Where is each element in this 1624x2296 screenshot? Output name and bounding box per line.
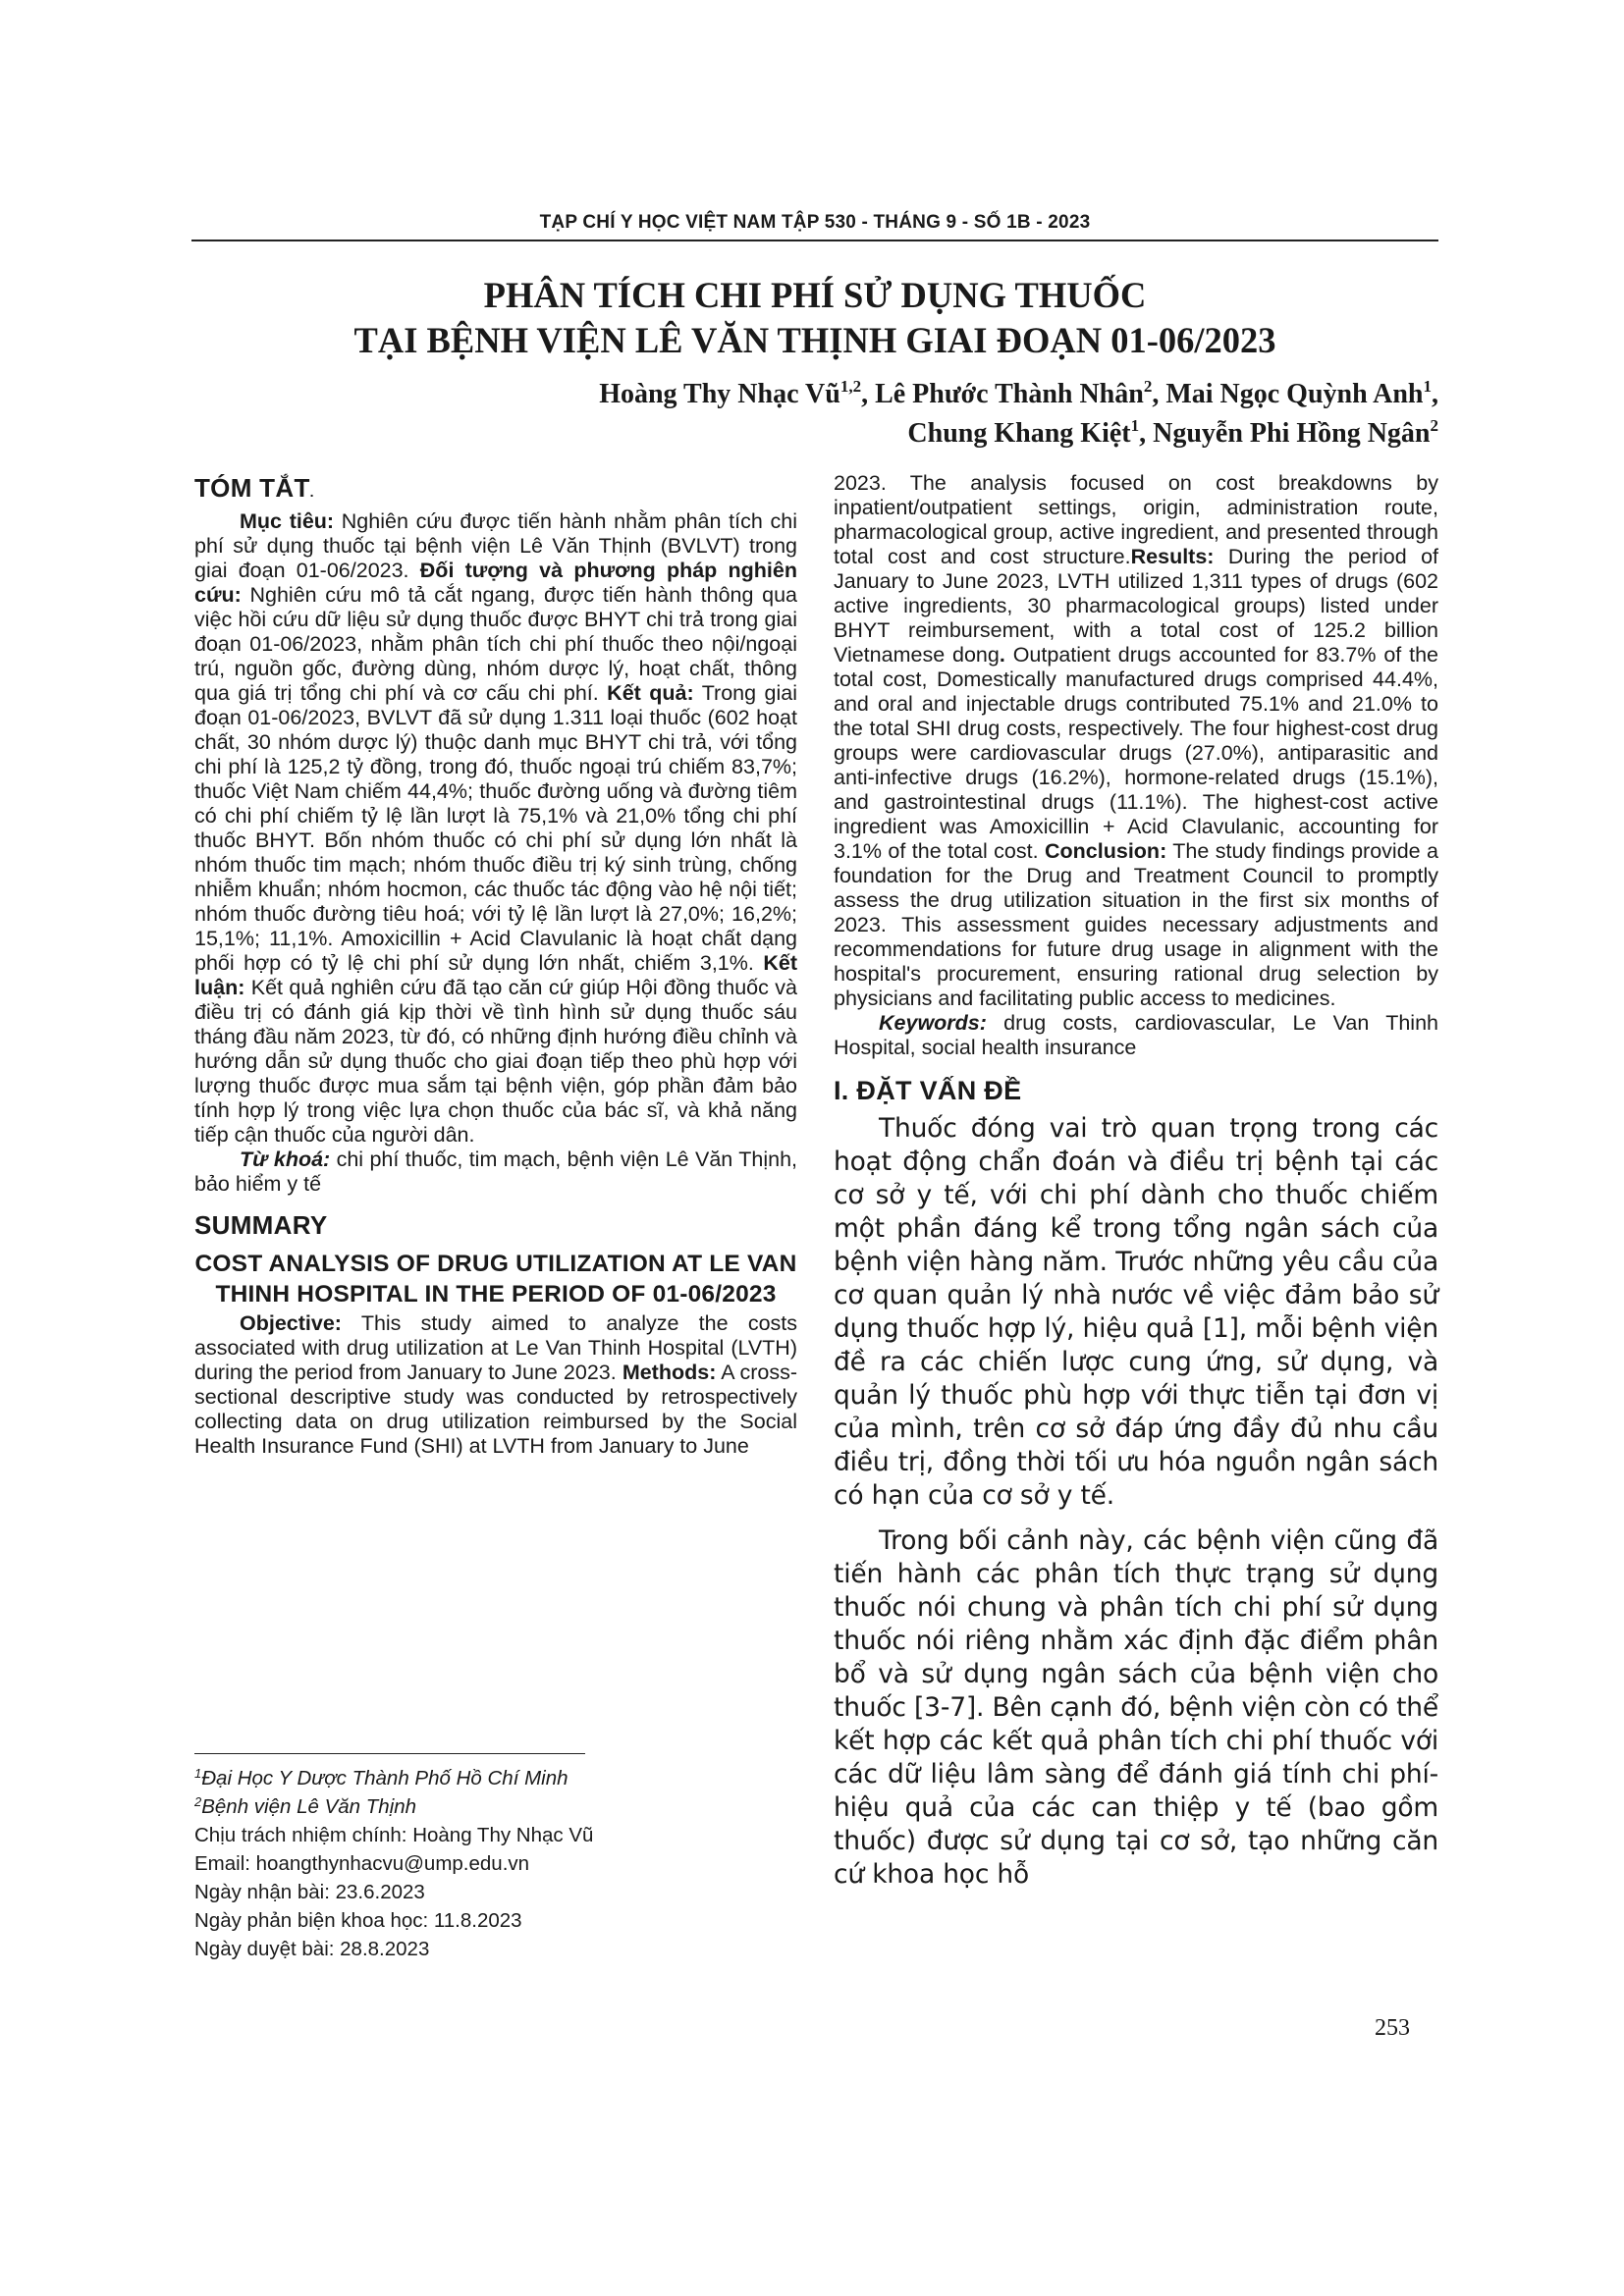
author-line-1 [191, 375, 1438, 414]
objective-text-en: This study aimed to analyze the costs associated with drug utilization at Le Van Thinh Hospital (LVTH) during the period from January to June 2023. [194, 1311, 797, 1384]
keywords-text: chi phí thuốc, tim mạch, bệnh viện Lê Văn Thịnh, bảo hiểm y tế [194, 1148, 797, 1196]
method-label-en: Methods: [622, 1361, 717, 1384]
result-text-en-2: Outpatient drugs accounted for 83.7% of the total cost, Domestically manufactured drugs comprised 44.4%, and oral and injectable drugs contributed 75.1% and 21.0% to the total SHI drug costs, respectively. The four highest-cost drug groups were cardiovascular drugs (27.0%), antiparasitic and anti-infective drugs (16.2%), hormone-related drugs (15.1%), and gastrointestinal drugs (11.1%). The highest-cost active ingredient was Amoxicillin + Acid Clavulanic, accounting for 3.1% of the total cost. [834, 643, 1439, 863]
author-line-2 [191, 414, 1438, 454]
title-line-1: PHÂN TÍCH CHI PHÍ SỬ DỤNG THUỐC [483, 275, 1147, 315]
header-rule [191, 240, 1438, 241]
date-received: Ngày nhận bài: 23.6.2023 [194, 1881, 425, 1903]
journal-header: TẠP CHÍ Y HỌC VIỆT NAM TẬP 530 - THÁNG 9 - SỐ 1B - 2023 [539, 212, 1091, 233]
abstract-en-body-start [194, 1311, 797, 1459]
author-name: Mai Ngọc Quỳnh Anh [1165, 379, 1424, 409]
result-label-en: Results: [1130, 545, 1215, 568]
affiliation-2 [194, 1792, 784, 1821]
conclusion-label: Kết luận: [194, 951, 797, 999]
conclusion-text: Kết quả nghiên cứu đã tạo căn cứ giúp Hội đồng thuốc và điều trị có đánh giá kịp thời về tình hình sử dụng thuốc sáu tháng đầu năm 2023, từ đó, có những định hướng điều chỉnh và hướng dẫn sử dụng thuốc cho giai đoạn tiếp theo phù hợp với lượng thuốc được mua sắm tại bệnh viện, góp phần đảm bảo tính hợp lý trong việc lựa chọn thuốc của bác sĩ, và khả năng tiếp cận thuốc của người dân. [194, 976, 797, 1147]
intro-paragraph-2: Trong bối cảnh này, các bệnh viện cũng đã tiến hành các phân tích thực trạng sử dụng thuốc nói chung và phân tích chi phí sử dụng thuốc nói riêng nhằm xác định đặc điểm phân bổ và sử dụng ngân sách của bệnh viện cho thuốc [3-7]. Bên cạnh đó, bệnh viện còn có thể kết hợp các kết quả phân tích chi phí thuốc với các dữ liệu lâm sàng để đánh giá tính chi phí-hiệu quả của các can thiệp y tế (bao gồm thuốc) được sử dụng tại cơ sở, tạo những căn cứ khoa học hỗ [834, 1525, 1438, 1890]
author-separator: , [1139, 418, 1154, 449]
author-separator: , [1432, 379, 1438, 409]
objective-label-en: Objective: [240, 1311, 342, 1335]
email: Email: hoangthynhacvu@ump.edu.vn [194, 1852, 530, 1875]
left-column [194, 473, 797, 1459]
method-text-en-part1: A cross-sectional descriptive study was conducted by retrospectively collecting data on drug utilization reimbursed by the Social Health Insurance Fund (SHI) at LVTH from January to June [194, 1361, 797, 1458]
author-affiliation: 2 [1143, 377, 1153, 396]
affiliation-number: 2 [194, 1794, 202, 1809]
abstract-vi-body [194, 509, 797, 1148]
date-accepted: Ngày duyệt bài: 28.8.2023 [194, 1938, 430, 1960]
title-line-2: TẠI BỆNH VIỆN LÊ VĂN THỊNH GIAI ĐOẠN 01-06/2023 [353, 320, 1276, 360]
abstract-vi-heading [194, 473, 797, 504]
method-text: Nghiên cứu mô tả cắt ngang, được tiến hành thông qua việc hồi cứu dữ liệu sử dụng thuốc được BHYT chi trả trong giai đoạn 01-06/2023, nhằm phân tích chi phí thuốc theo nội/ngoại trú, nguồn gốc, đường dùng, nhóm dược lý, hoạt chất, thông qua giá trị tổng chi phí và cơ cấu chi phí. [194, 583, 797, 705]
keywords-label-en: Keywords: [879, 1011, 987, 1035]
keywords-text-en: drug costs, cardiovascular, Le Van Thinh Hospital, social health insurance [834, 1011, 1438, 1059]
objective-label: Mục tiêu: [240, 509, 335, 533]
author-affiliation: 1,2 [839, 377, 862, 396]
intro-paragraph-1: Thuốc đóng vai trò quan trọng trong các hoạt động chẩn đoán và điều trị bệnh tại các cơ sở y tế, với chi phí dành cho thuốc chiếm một phần đáng kể trong tổng ngân sách của bệnh viện hàng năm. Trước những yêu cầu của cơ quan quản lý nhà nước về việc đảm bảo sử dụng thuốc hợp lý, hiệu quả [1], mỗi bệnh viện đề ra các chiến lược cung ứng, sử dụng, và quản lý thuốc phù hợp với thực tiễn tại đơn vị của mình, trên cơ sở đáp ứng đầy đủ nhu cầu điều trị, đồng thời tối ưu hóa nguồn ngân sách có hạn của cơ sở y tế. [834, 1113, 1438, 1511]
right-column [834, 471, 1438, 1903]
author-affiliation: 1 [1423, 377, 1432, 396]
result-dot: . [999, 643, 1005, 667]
author-separator: , [1152, 379, 1166, 409]
summary-heading: SUMMARY [194, 1210, 328, 1240]
result-label: Kết quả: [607, 681, 694, 705]
page-number: 253 [1375, 2015, 1410, 2041]
author-separator: , [861, 379, 876, 409]
author-name: Chung Khang Kiệt [907, 418, 1131, 449]
english-title: COST ANALYSIS OF DRUG UTILIZATION AT LE VAN THINH HOSPITAL IN THE PERIOD OF 01-06/2023 [194, 1251, 797, 1308]
author-name: Nguyễn Phi Hồng Ngân [1153, 418, 1431, 449]
method-label: Đối tượng và phương pháp nghiên cứu: [194, 559, 797, 607]
intro-heading: I. ĐẶT VẤN ĐỀ [834, 1076, 1022, 1105]
result-text: Trong giai đoạn 01-06/2023, BVLVT đã sử dụng 1.311 loại thuốc (602 hoạt chất, 30 nhóm dược lý) thuộc danh mục BHYT chi trả, với tổng chi phí là 125,2 tỷ đồng, trong đó, thuốc ngoại trú chiếm 83,7%; thuốc Việt Nam chiếm 44,4%; thuốc đường uống và đường tiêm có chi phí chiếm tỷ lệ lần lượt là 75,1% và 21,0% tổng chi phí thuốc BHYT. Bốn nhóm thuốc có chi phí sử dụng lớn nhất là nhóm thuốc tim mạch; nhóm thuốc điều trị ký sinh trùng, chống nhiễm khuẩn; nhóm hocmon, các thuốc tác động vào hệ nội tiết; nhóm thuốc đường tiêu hoá; với tỷ lệ lần lượt là 27,0%; 16,2%; 15,1%; 11,1%. Amoxicillin + Acid Clavulanic là hoạt chất dạng phối hợp có tỷ lệ chi phí sử dụng lớn nhất, chiếm 3,1%. [194, 681, 797, 975]
author-affiliation: 2 [1430, 416, 1438, 435]
result-text-en: During the period of January to June 2023, LVTH utilized 1,311 types of drugs (602 active ingredients, 30 pharmacological groups) listed under BHYT reimbursement, with a total cost of 125.2 billion Vietnamese dong [834, 545, 1438, 667]
conclusion-label-en: Conclusion: [1045, 839, 1167, 863]
affiliation-text: Bệnh viện Lê Văn Thịnh [201, 1795, 417, 1818]
paper-title [191, 273, 1438, 363]
conclusion-text-en: The study findings provide a foundation for the Drug and Treatment Council to promptly assess the drug utilization situation in the first six months of 2023. This assessment guides necessary adjustments and recommendations for future drug usage in alignment with the hospital's procurement, ensuring rational drug selection by physicians and facilitating public access to medicines. [834, 839, 1439, 1010]
author-name: Lê Phước Thành Nhân [875, 379, 1144, 409]
abstract-en-keywords [834, 1011, 1438, 1060]
footnotes [194, 1764, 784, 1963]
footnote-rule [194, 1753, 585, 1754]
heading-mark: . [309, 484, 314, 500]
abstract-vi-keywords [194, 1148, 797, 1197]
author-list [191, 375, 1438, 454]
objective-text: Nghiên cứu được tiến hành nhằm phân tích chi phí sử dụng thuốc tại bệnh viện Lê Văn Thịnh (BVLVT) trong giai đoạn 01-06/2023. [194, 509, 797, 582]
author-name: Hoàng Thy Nhạc Vũ [599, 379, 840, 409]
corresponding-author: Chịu trách nhiệm chính: Hoàng Thy Nhạc Vũ [194, 1824, 594, 1846]
keywords-label: Từ khoá: [240, 1148, 331, 1171]
affiliation-text: Đại Học Y Dược Thành Phố Hồ Chí Minh [201, 1767, 568, 1789]
author-affiliation: 1 [1130, 416, 1140, 435]
method-text-en-part2: 2023. The analysis focused on cost breakdowns by inpatient/outpatient settings, origin, administration route, pharmacological group, active ingredient, and presented through total cost and cost structure. [834, 471, 1438, 568]
date-reviewed: Ngày phản biện khoa học: 11.8.2023 [194, 1909, 522, 1932]
affiliation-number: 1 [194, 1766, 202, 1781]
heading-text: TÓM TẮT [194, 473, 310, 503]
affiliation-1 [194, 1764, 784, 1792]
abstract-en-body-cont [834, 471, 1438, 1011]
